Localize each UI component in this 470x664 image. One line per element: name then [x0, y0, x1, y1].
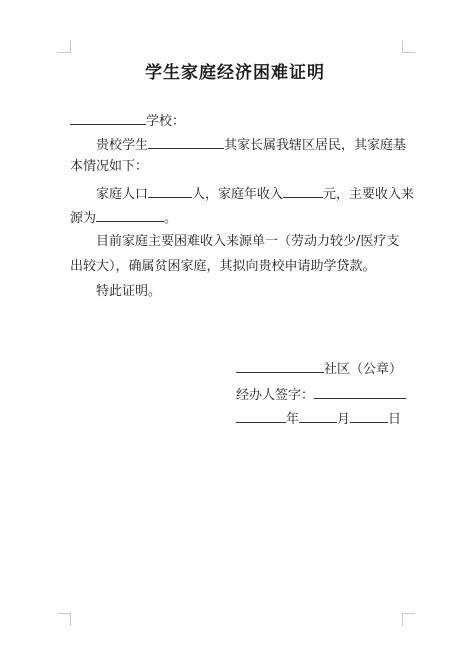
- para1-line2: [70, 159, 148, 175]
- day-blank[interactable]: [350, 409, 388, 423]
- margin-mark-top-left: [58, 40, 71, 53]
- addressee-suffix: 学校：: [146, 114, 186, 129]
- addressee-line: [70, 111, 185, 130]
- para2-text-b: 人，家庭年收入: [192, 187, 284, 202]
- school-name-blank[interactable]: [70, 111, 146, 125]
- year-blank[interactable]: [236, 409, 286, 423]
- community-name-blank[interactable]: [236, 359, 324, 373]
- para1-continuation: 本情况如下：: [70, 159, 149, 174]
- month-blank[interactable]: [299, 409, 337, 423]
- para1-line1: [96, 135, 406, 154]
- handler-signature-line: [236, 385, 406, 404]
- closing-text: 特此证明。: [96, 284, 162, 299]
- para1-text-a: 贵校学生: [96, 138, 149, 153]
- para3-line2: 出较大），确属贫困家庭，其拟向贵校申请助学贷款。: [70, 259, 376, 274]
- month-label: 月: [337, 412, 351, 427]
- document-title: 学生家庭经济困难证明: [145, 63, 325, 83]
- date-line: [236, 409, 401, 428]
- margin-mark-bottom-left: [58, 613, 71, 626]
- year-label: 年: [286, 412, 300, 427]
- para2-line1: [96, 184, 414, 203]
- student-name-blank[interactable]: [148, 135, 224, 149]
- family-size-blank[interactable]: [148, 184, 192, 198]
- margin-mark-bottom-right: [402, 613, 415, 626]
- community-stamp-label: 社区（公章）: [324, 362, 403, 377]
- para2-text-c: 元，主要收入来: [323, 187, 415, 202]
- handler-signature-blank[interactable]: [314, 385, 406, 399]
- para1-text-b: 其家长属我辖区居民，其家庭基: [224, 138, 407, 153]
- margin-mark-top-right: [402, 40, 415, 53]
- para2-cont-suffix: 。: [164, 211, 178, 226]
- handler-label: 经办人签字：: [236, 388, 315, 403]
- annual-income-blank[interactable]: [283, 184, 323, 198]
- para3-line1: 目前家庭主要困难收入来源单一（劳动力较少/医疗支: [96, 234, 400, 249]
- para2-cont-prefix: 源为: [70, 211, 97, 226]
- para2-line2: [70, 208, 177, 227]
- para2-text-a: 家庭人口: [96, 187, 149, 202]
- community-stamp-line: [236, 359, 402, 378]
- day-label: 日: [388, 412, 402, 427]
- income-source-blank[interactable]: [96, 208, 164, 222]
